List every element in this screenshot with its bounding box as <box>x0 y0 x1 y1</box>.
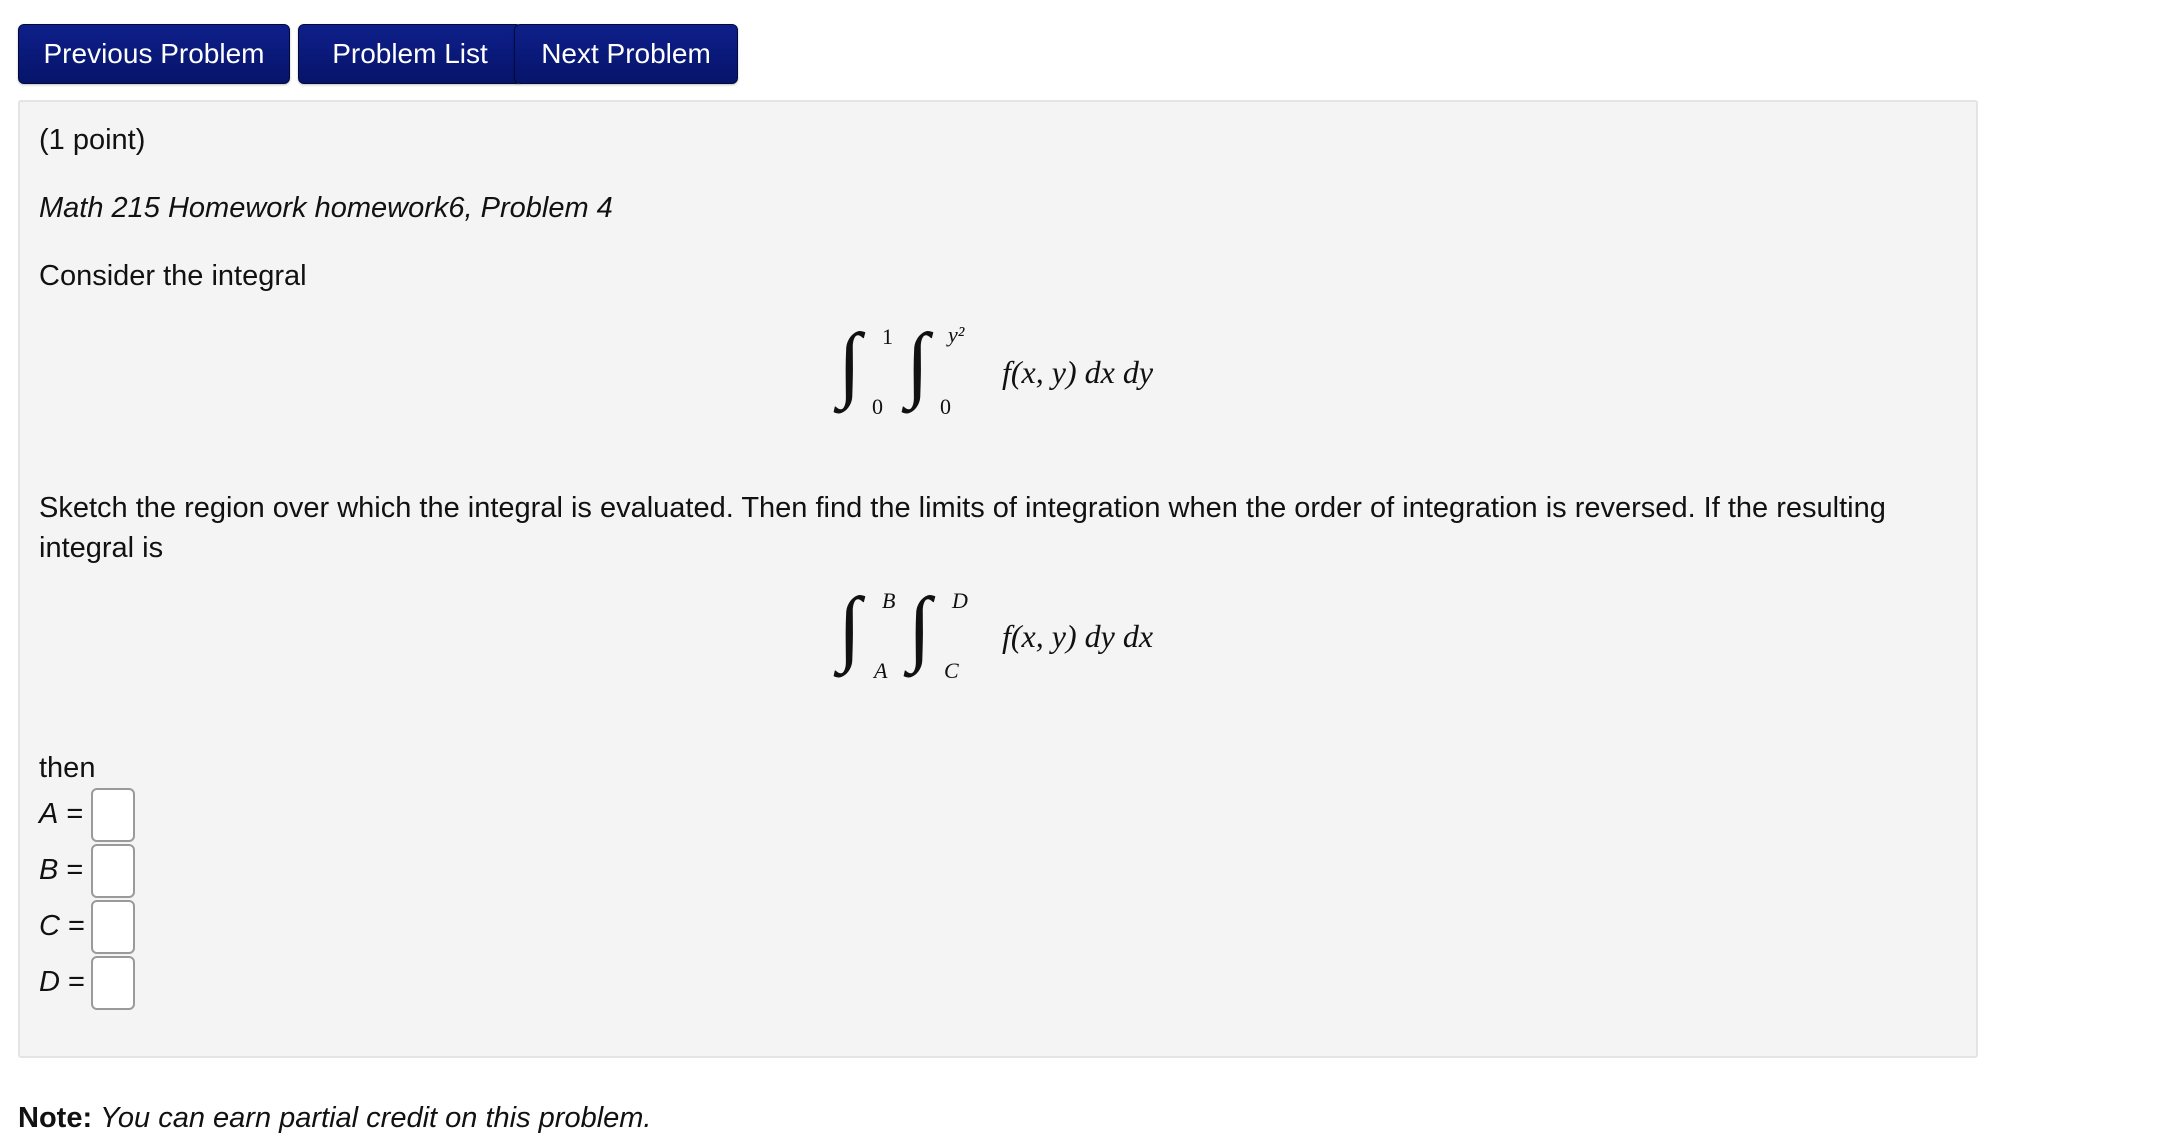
integrand-reversed: f(x, y) dy dx <box>1002 618 1154 654</box>
outer-upper-limit: B <box>882 588 896 613</box>
answer-label: C = <box>39 910 85 942</box>
answer-input-c[interactable] <box>91 900 135 954</box>
outer-upper-limit: 1 <box>882 324 893 349</box>
inner-lower-limit: 0 <box>940 394 951 419</box>
answer-input-d[interactable] <box>91 956 135 1010</box>
partial-credit-note <box>18 1102 651 1135</box>
inner-upper-limit: D <box>952 588 968 613</box>
outer-lower-limit: 0 <box>872 394 883 419</box>
integral-original <box>830 302 1210 432</box>
inner-upper-limit: y² <box>948 322 965 347</box>
then-label: then <box>39 752 96 784</box>
problem-intro: Consider the integral <box>39 260 307 292</box>
answer-input-a[interactable] <box>91 788 135 842</box>
problem-points: (1 point) <box>39 124 146 156</box>
problem-title: Math 215 Homework homework6, Problem 4 <box>39 192 613 224</box>
inner-integral-sign: ∫ <box>906 317 930 410</box>
note-label: Note: <box>18 1102 93 1134</box>
outer-integral-sign: ∫ <box>838 317 862 410</box>
inner-integral-sign: ∫ <box>908 581 932 674</box>
problem-list-button[interactable]: Problem List <box>298 24 522 84</box>
answer-input-b[interactable] <box>91 844 135 898</box>
inner-lower-limit: C <box>944 658 959 683</box>
integrand-original: f(x, y) dx dy <box>1002 354 1154 390</box>
note-text: You can earn partial credit on this problem. <box>100 1102 652 1134</box>
integral-reversed <box>830 566 1210 696</box>
problem-instructions: Sketch the region over which the integral is evaluated. Then find the limits of integration when the order of integration is reversed. If the resulting integral is <box>39 492 1886 564</box>
answer-label: D = <box>39 966 85 998</box>
next-problem-button[interactable]: Next Problem <box>514 24 738 84</box>
problem-panel <box>18 100 1978 1058</box>
answer-label: B = <box>39 854 84 886</box>
outer-integral-sign: ∫ <box>838 581 862 674</box>
outer-lower-limit: A <box>874 658 888 683</box>
previous-problem-button[interactable]: Previous Problem <box>18 24 290 84</box>
answer-label: A = <box>39 798 84 830</box>
